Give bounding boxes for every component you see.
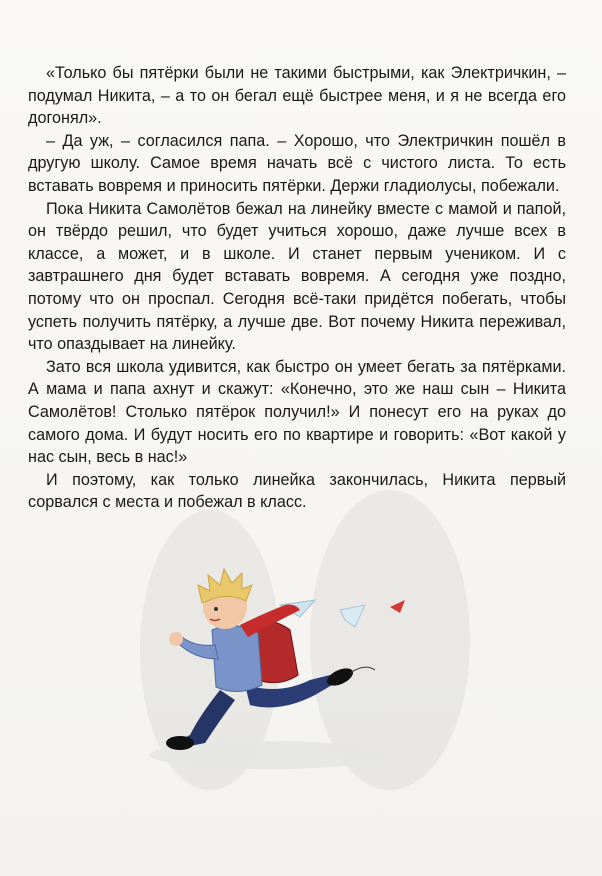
paragraph: «Только бы пятёрки были не такими быстрыми, как Электричкин, – подумал Никита, – а то он бегал ещё быстрее меня, и я не всегда его догонял». xyxy=(28,64,566,128)
back-shoe xyxy=(166,736,194,750)
arm xyxy=(178,637,218,659)
paragraph: И поэтому, как только линейка закончилась, Никита первый сорвался с места и побежал в класс. xyxy=(28,470,566,512)
story-text xyxy=(28,62,566,514)
paragraph: – Да уж, – согласился папа. – Хорошо, что Электричкин пошёл в другую школу. Самое время начать всё с чистого листа. То есть вставать вовремя и приносить пятёрки. Держи гладиолусы, побежали. xyxy=(28,131,566,195)
paragraph: Пока Никита Самолётов бежал на линейку вместе с мамой и папой, он твёрдо решил, что будет учиться хорошо, даже лучше всех в классе, а может, и в школе. И станет первым учеником. И с завтрашнего дня будет вставать вовремя. А сегодня уже поздно, потому что он проспал. Сегодня всё-таки придётся побегать, чтобы успеть получить пятёрку, а лучше две. Вот почему Никита переживал, что опаздывает на линейку. xyxy=(28,199,566,354)
paragraph: Зато вся школа удивится, как быстро он умеет бегать за пятёрками. А мама и папа ахнут и скажут: «Конечно, это же наш сын – Никита Самолётов! Столько пятёрок получил!» И понесут его на руках до самого дома. И будут носить его по квартире и говорить: «Вот какой у нас сын, весь в нас!» xyxy=(28,357,566,467)
torso xyxy=(212,626,262,692)
fist xyxy=(169,632,183,646)
running-boy-icon xyxy=(150,555,430,785)
flying-papers xyxy=(280,600,405,627)
